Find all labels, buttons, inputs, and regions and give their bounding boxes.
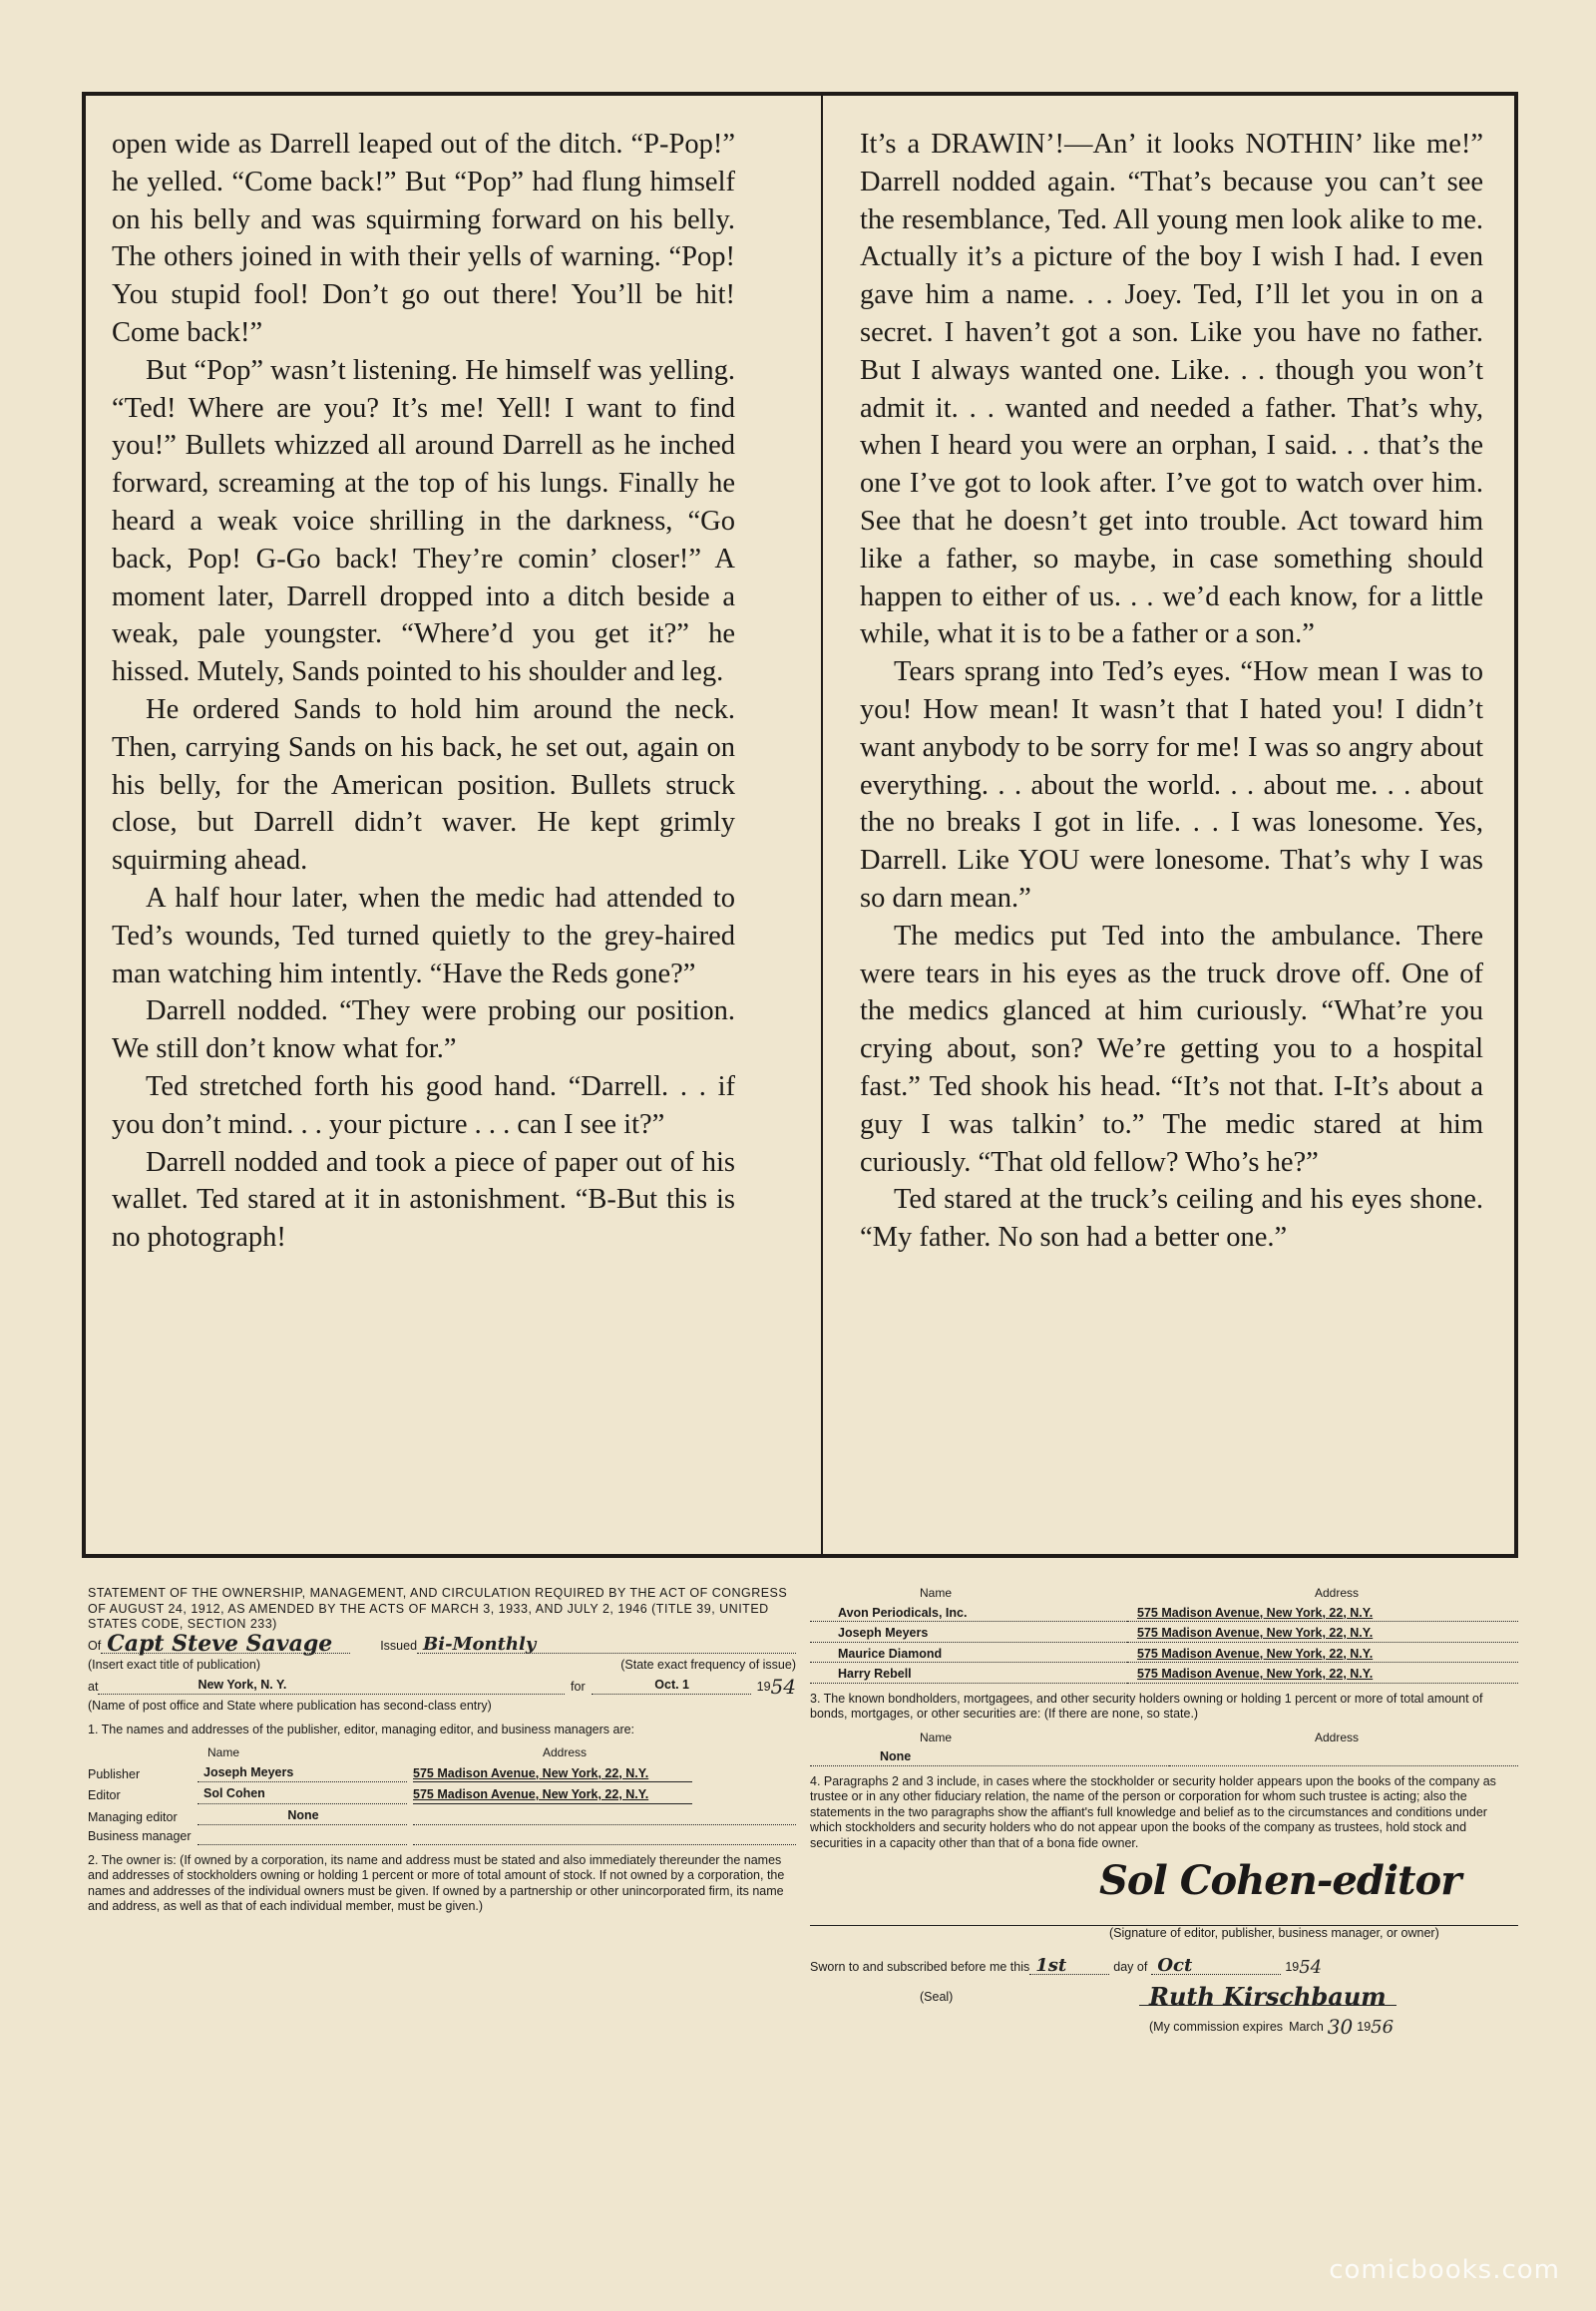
year: 54 (770, 1674, 796, 1699)
ownership-statement (88, 1586, 796, 1923)
story-paragraph: Darrell nodded and took a piece of paper out of his wallet. Ted stared at it in astonishment. “B-But this is no photograph! (112, 1146, 735, 1254)
frequency-note: (State exact frequency of issue) (620, 1658, 796, 1672)
location: New York, N. Y. (98, 1678, 565, 1696)
commission-month: March (1289, 2019, 1324, 2034)
owner-address: 575 Madison Avenue, New York, 22, N.Y. (1127, 1647, 1518, 1664)
owner-row (810, 1606, 1518, 1623)
notary-signature: Ruth Kirschbaum (1139, 1989, 1396, 2006)
story-paragraph: open wide as Darrell leaped out of the ditch. “P-Pop!” he yelled. “Come back!” But “Pop” had flung himself on his belly and was squirming forward on his belly. The others joined in with their yells of warning. “Pop! You stupid fool! Don’t go out there! You’ll be hit! Come back!” (112, 129, 735, 348)
day-of-label: day of (1113, 1959, 1148, 1974)
owners-name-header: Name (920, 1586, 953, 1600)
sworn-year: 54 (1299, 1956, 1323, 1978)
signature-note: (Signature of editor, publisher, business manager, or owner) (1109, 1926, 1439, 1940)
owner-address: 575 Madison Avenue, New York, 22, N.Y. (1127, 1606, 1518, 1623)
bondholder-name: None (810, 1749, 1169, 1766)
story-paragraph: The medics put Ted into the ambulance. There were tears in his eyes as the truck drove off. One of the medics glanced at him curiously. “What’re you crying about, son? We’re getting you to a hospital fast.” Ted shook his head. “It’s not that. I-It’s about a guy I was talkin’ to.” The medic stared at him curiously. “That old fellow? Who’s he?” (860, 920, 1483, 1178)
statement-heading: STATEMENT OF THE OWNERSHIP, MANAGEMENT, AND CIRCULATION REQUIRED BY THE ACT OF CONGRESS OF AUGUST 24, 1912, AS AMENDED BY THE ACTS OF MARCH 3, 1933, AND JULY 2, 1946 (TITLE 39, UNITED STATES CODE, SECTION 233) (88, 1586, 788, 1631)
sworn-day: 1st (1029, 1958, 1109, 1976)
owner-row (810, 1667, 1518, 1684)
column-divider (821, 96, 823, 1558)
owner-name: Joseph Meyers (810, 1626, 1127, 1643)
item-1: 1. The names and addresses of the publisher, editor, managing editor, and business managers are: (88, 1722, 635, 1736)
item-4: 4. Paragraphs 2 and 3 include, in cases where the stockholder or security holder appears upon the books of the company as trustee or in any other fiduciary relation, the name of the person or corporation for whom such trustee is acting; also the statements in the two paragraphs show the affiant's full knowledge and belief as to the circumstances and conditions under which stockholders and security holders who do not appear upon the books of the company as trustees, hold stock and securities in a capacity other than that of a bona fide owner. (810, 1773, 1496, 1850)
publisher-row (88, 1765, 796, 1783)
publisher-name: Joseph Meyers (198, 1765, 407, 1783)
sworn-year-prefix: 19 (1285, 1959, 1300, 1974)
managing-editor-label: Managing editor (88, 1809, 178, 1824)
seal-label: (Seal) (920, 1990, 954, 2004)
bond-name-header: Name (920, 1730, 953, 1744)
name-column-header: Name (207, 1745, 240, 1759)
site-watermark: comicbooks.com (1329, 2255, 1560, 2285)
story-paragraph: Tears sprang into Ted’s eyes. “How mean I was to you! How mean! It wasn’t that I hated you! I didn’t want anybody to be sorry for me! I was so angry about everything. . . about the world. . . about me. . . about the no breaks I got in life. . . I was lonesome. Yes, Darrell. Like YOU were lonesome. That’s why I was so darn mean.” (860, 656, 1483, 914)
signature-line (810, 1857, 1518, 1926)
editor-name: Sol Cohen (198, 1786, 407, 1804)
sworn-label: Sworn to and subscribed before me this (810, 1959, 1030, 1974)
story-column-right (860, 126, 1483, 1257)
location-note: (Name of post office and State where publication has second-class entry) (88, 1699, 492, 1713)
date-for: Oct. 1 (592, 1678, 751, 1696)
column-headers (88, 1745, 587, 1761)
owners-column-headers (810, 1586, 1359, 1602)
story-paragraph: He ordered Sands to hold him around the neck. Then, carrying Sands on his back, he set out, again on his belly, for the American position. Bullets struck close, but Darrell didn’t waver. He kept grimly squirming ahead. (112, 693, 735, 877)
managing-editor-name: None (198, 1808, 407, 1826)
managing-editor-address (413, 1823, 796, 1825)
owners-address-header: Address (1314, 1586, 1359, 1600)
story-box (82, 92, 1518, 1558)
publication-row (88, 1630, 796, 1657)
for-label: for (571, 1679, 586, 1694)
year-prefix: 19 (756, 1679, 771, 1694)
commission-year-prefix: 19 (1357, 2019, 1372, 2034)
business-manager-row (88, 1829, 796, 1845)
story-paragraph: Darrell nodded. “They were probing our position. We still don’t know what for.” (112, 995, 735, 1065)
commission-label: (My commission expires (1149, 2019, 1284, 2034)
owner-address: 575 Madison Avenue, New York, 22, N.Y. (1127, 1626, 1518, 1643)
managing-editor-row (88, 1808, 796, 1826)
story-column-left (112, 126, 735, 1257)
business-manager-name (198, 1843, 407, 1845)
editor-signature: Sol Cohen-editor (1099, 1857, 1461, 1904)
owner-address: 575 Madison Avenue, New York, 22, N.Y. (1127, 1667, 1518, 1684)
publisher-address: 575 Madison Avenue, New York, 22, N.Y. (413, 1766, 692, 1783)
notary-row (810, 1982, 1518, 2011)
owner-row (810, 1626, 1518, 1643)
business-manager-label: Business manager (88, 1829, 192, 1843)
publication-title: Capt Steve Savage (101, 1637, 350, 1655)
bondholder-address (1169, 1765, 1518, 1766)
story-paragraph: A half hour later, when the medic had attended to Ted’s wounds, Ted turned quietly to the grey-haired man watching him intently. “Have the Reds gone?” (112, 882, 735, 989)
editor-label: Editor (88, 1788, 121, 1802)
address-column-header: Address (542, 1745, 587, 1759)
frequency: Bi-Monthly (417, 1637, 796, 1655)
owner-name: Maurice Diamond (810, 1647, 1127, 1664)
commission-day: 30 (1327, 2014, 1354, 2039)
publication-notes (88, 1658, 796, 1674)
bond-address-header: Address (1314, 1730, 1359, 1744)
owner-name: Harry Rebell (810, 1667, 1127, 1684)
bond-column-headers (810, 1731, 1359, 1746)
of-label: Of (88, 1638, 102, 1653)
publisher-label: Publisher (88, 1766, 141, 1781)
title-note: (Insert exact title of publication) (88, 1658, 260, 1672)
bondholder-row (810, 1749, 1518, 1766)
location-row (88, 1674, 796, 1699)
editor-row (88, 1786, 796, 1804)
issued-label: Issued (380, 1638, 418, 1653)
sworn-month: Oct (1151, 1958, 1281, 1976)
story-paragraph: Ted stretched forth his good hand. “Darrell. . . if you don’t mind. . . your picture . . . can I see it?” (112, 1070, 735, 1140)
owner-name: Avon Periodicals, Inc. (810, 1606, 1127, 1623)
sworn-row (810, 1954, 1518, 1978)
owners-section (810, 1586, 1518, 2039)
story-paragraph: But “Pop” wasn’t listening. He himself was yelling. “Ted! Where are you? It’s me! Yell! I want to find you!” Bullets whizzed all around Darrell as he inched forward, screaming at the top of his lungs. Finally he heard a weak voice shrilling in the darkness, “Go back, Pop! G-Go back! They’re comin’ closer!” A moment later, Darrell dropped into a ditch beside a weak, pale youngster. “Where’d you get it?” he hissed. Mutely, Sands pointed to his shoulder and leg. (112, 354, 735, 688)
commission-year: 56 (1371, 2016, 1395, 2038)
editor-address: 575 Madison Avenue, New York, 22, N.Y. (413, 1787, 692, 1804)
item-3: 3. The known bondholders, mortgagees, and other security holders owning or holding 1 percent or more of total amount of bonds, mortgages, or other securities are: (If there are none, so state.) (810, 1691, 1483, 1721)
item-2: 2. The owner is: (If owned by a corporation, its name and address must be stated and also immediately thereunder the names and addresses of stockholders owning or holding 1 percent or more of total amount of stock. If not owned by a corporation, the names and addresses of the individual owners must be given. If owned by a partnership or other unincorporated firm, its name and address, as well as that of each individual member, must be given.) (88, 1852, 785, 1913)
business-manager-address (413, 1843, 796, 1845)
commission-row (810, 2014, 1518, 2039)
owner-row (810, 1647, 1518, 1664)
story-paragraph: Ted stared at the truck’s ceiling and his eyes shone. “My father. No son had a better one.” (860, 1184, 1483, 1254)
story-paragraph: It’s a DRAWIN’!—An’ it looks NOTHIN’ like me!” Darrell nodded again. “That’s because you can’t see the resemblance, Ted. All young men look alike to me. Actually it’s a picture of the boy I wish I had. I even gave him a name. . . Joey. Ted, I’ll let you in on a secret. I haven’t got a son. Like you have no father. But I always wanted one. Like. . . though you won’t admit it. . . wanted and needed a father. That’s why, when I heard you were an orphan, I said. . . that’s the one I’ve got to look after. I’ve got to watch over him. See that he doesn’t get into trouble. Act toward him like a father, so maybe, in case something should happen to either of us. . . we’d each know, for a little while, what it is to be a father or a son.” (860, 129, 1483, 650)
at-label: at (88, 1679, 99, 1694)
